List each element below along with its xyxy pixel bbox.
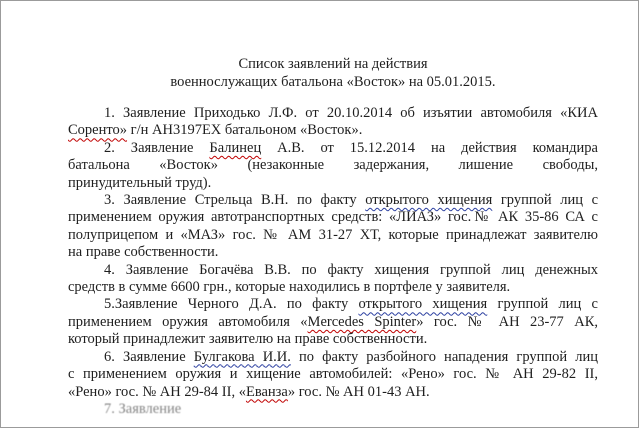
document-title-line-1: Список заявлений на действия <box>238 56 428 72</box>
text-line <box>68 157 598 174</box>
spelling-error-text: Еванза <box>245 383 288 400</box>
text-line <box>68 175 598 192</box>
text-segment: батальона «Восток» (незаконные задержания, лишение свободы, <box>68 157 598 174</box>
grammar-error-text: Булгакова И.И. <box>193 348 291 365</box>
spelling-error-text: Mercedes Spinter <box>307 313 417 330</box>
text-line <box>68 262 598 279</box>
spelling-error-text: Балинец <box>209 139 262 156</box>
text-segment: г/н АН3197ЕХ батальоном «Восток». <box>127 122 363 139</box>
text-line <box>68 192 598 209</box>
clipped-text-line: 7. Заявление <box>104 400 182 417</box>
document-title <box>68 56 598 91</box>
text-segment: группой лиц с <box>492 192 599 209</box>
text-segment: полуприцепом и «МАЗ» гос. № АМ 31-27 ХТ, которые принадлежат заявителю <box>68 226 598 243</box>
text-line <box>68 314 598 331</box>
grammar-error-text: открытого хищения <box>365 192 493 209</box>
text-segment: группой лиц с <box>487 296 598 313</box>
text-line <box>68 244 598 261</box>
text-line <box>68 140 598 157</box>
spelling-error-text: Соренто» <box>68 122 128 139</box>
document-body <box>68 105 598 401</box>
text-line <box>68 122 598 139</box>
document-title-line-2: военнослужащих батальона «Восток» на 05.01.2015. <box>170 73 496 90</box>
text-segment: средств в сумме 6600 грн., которые находились в портфеле у заявителя. <box>68 279 511 296</box>
text-line <box>68 209 598 226</box>
text-segment: 5.Заявление Черного Д.А. по факту <box>104 296 359 313</box>
text-segment: «Рено» гос. № АН 29-84 II, « <box>68 383 246 400</box>
text-segment: на праве собственности. <box>68 244 219 261</box>
text-segment: 1. Заявление Приходько Л.Ф. от 20.10.2014 об изъятии автомобиля «КИА <box>104 105 598 121</box>
text-segment: 3. Заявление Стрельца В.Н. по факту <box>104 192 366 209</box>
text-segment: » гос. № АН 23-77 АК, <box>416 313 598 330</box>
text-line <box>68 105 598 122</box>
text-line <box>68 296 598 313</box>
text-segment: 4. Заявление Богачёва В.В. по факту хищения группой лиц денежных <box>104 261 598 278</box>
text-line <box>68 331 598 348</box>
text-segment: по факту разбойного нападения группой лиц <box>290 348 599 365</box>
grammar-error-text: открытого хищения <box>358 296 488 313</box>
text-segment: применением оружия автотранспортных средств: «ЛИАЗ» гос.№ АК 35-86 СА с <box>68 209 598 226</box>
text-segment: А.В. от 15.12.2014 на действия командира <box>261 139 598 156</box>
text-line <box>68 366 598 383</box>
text-line <box>68 349 598 366</box>
text-segment: 6. Заявление <box>104 348 194 365</box>
text-segment: 2. Заявление <box>104 139 210 156</box>
text-segment: который принадлежит заявителю на праве собственности. <box>68 331 428 348</box>
text-segment: принудительный труд). <box>68 174 212 191</box>
text-line <box>68 227 598 244</box>
text-segment: » гос. № АН 01-43 АН. <box>287 383 430 400</box>
text-segment: применением оружия автомобиля « <box>68 313 308 330</box>
text-line <box>68 384 598 401</box>
text-segment: с применением оружия и хищение автомобилей: «Рено» гос. № АН 29-82 II, <box>68 366 598 383</box>
text-line <box>68 279 598 296</box>
